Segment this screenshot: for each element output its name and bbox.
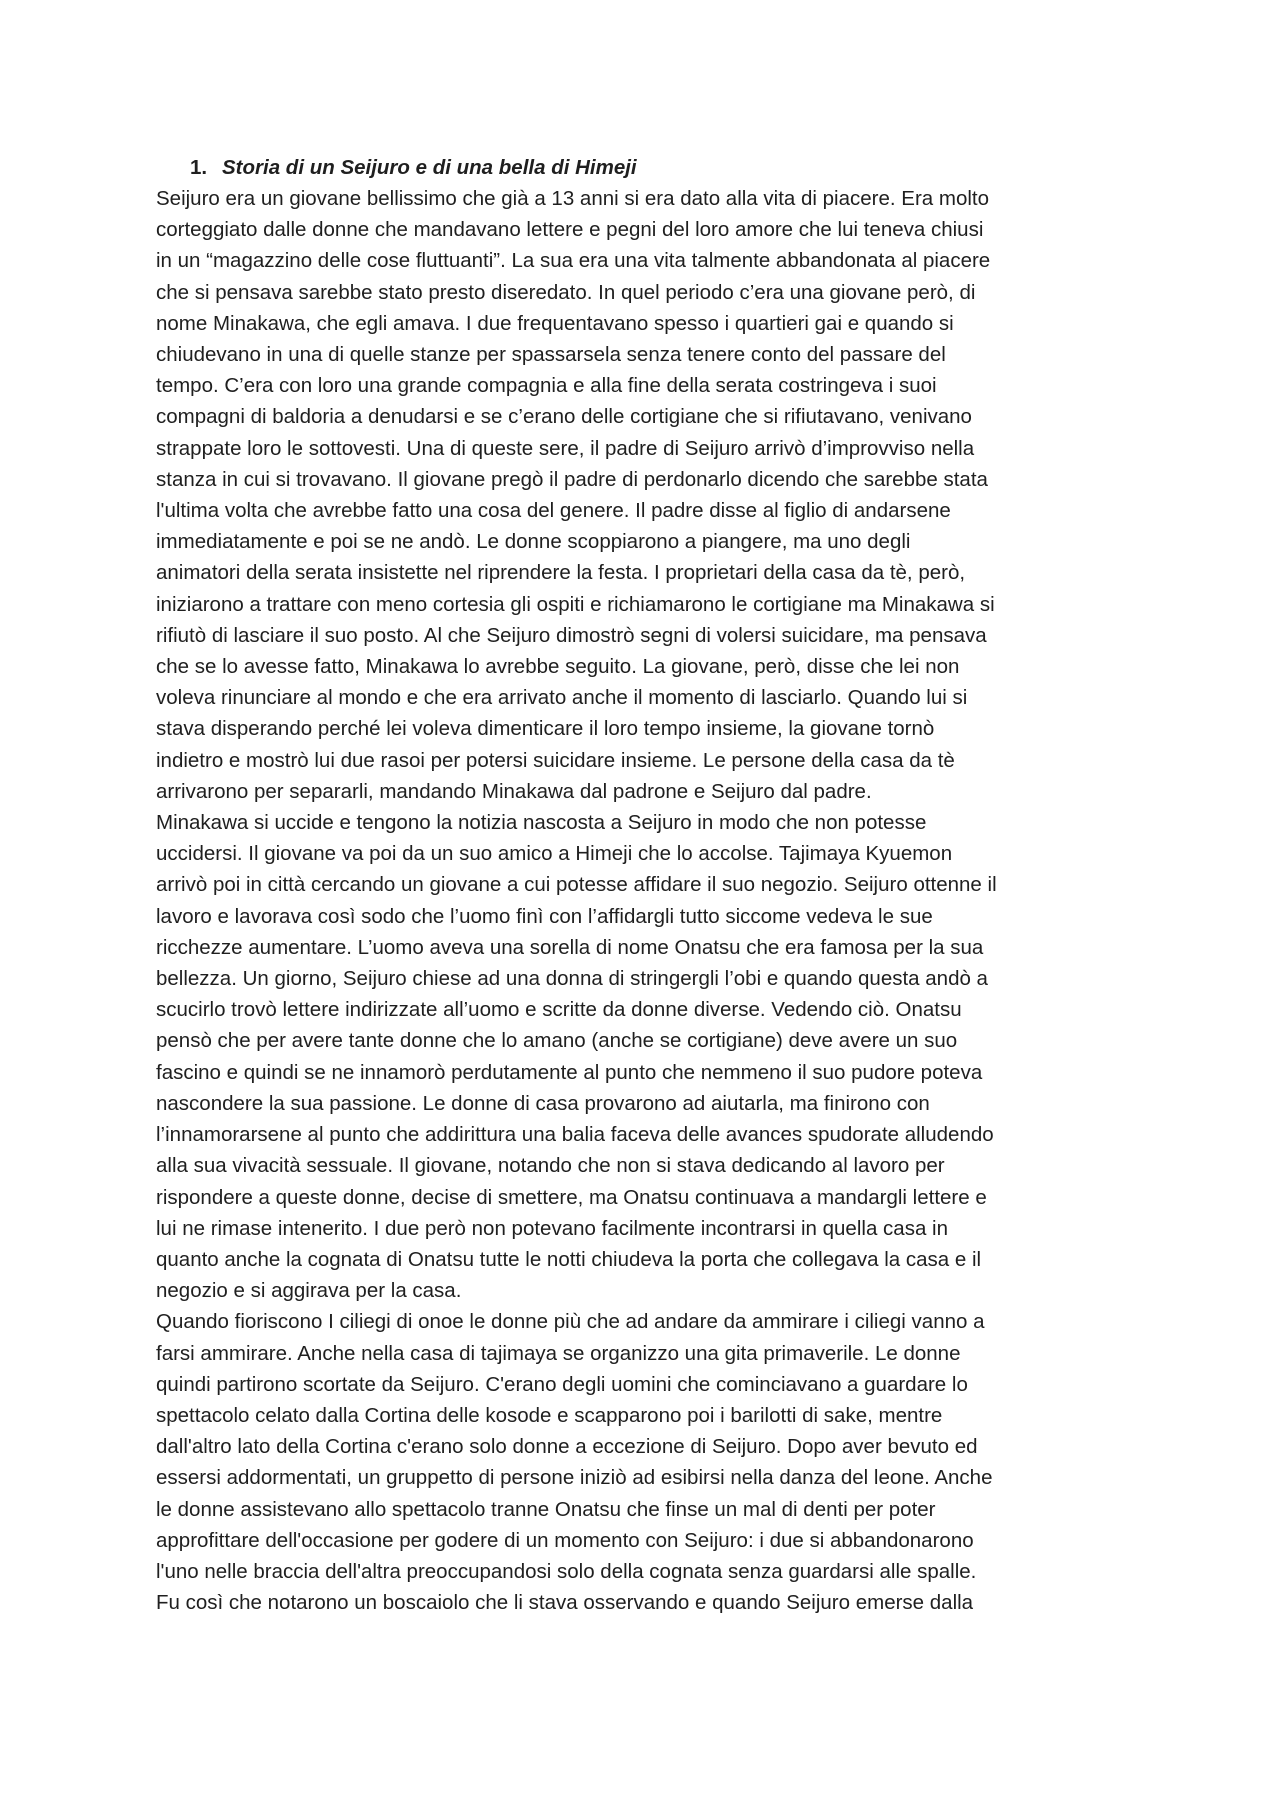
- text-line: chiudevano in una di quelle stanze per spassarsela senza tenere conto del passare del: [156, 343, 946, 367]
- text-line: stava disperando perché lei voleva dimenticare il loro tempo insieme, la giovane tornò: [156, 717, 935, 741]
- text-line: ricchezze aumentare. L’uomo aveva una sorella di nome Onatsu che era famosa per la sua: [156, 935, 984, 959]
- text-line: arrivò poi in città cercando un giovane a cui potesse affidare il suo negozio. Seijuro ottenne il: [156, 873, 997, 897]
- section-heading: [190, 152, 1132, 183]
- text-line: le donne assistevano allo spettacolo tranne Onatsu che finse un mal di denti per poter: [156, 1497, 936, 1521]
- text-line: stanza in cui si trovavano. Il giovane pregò il padre di perdonarlo dicendo che sarebbe stata: [156, 467, 988, 491]
- text-line: compagni di baldoria a denudarsi e se c’erano delle cortigiane che si rifiutavano, venivano: [156, 405, 972, 429]
- text-line: lui ne rimase intenerito. I due però non potevano facilmente incontrarsi in quella casa in: [156, 1216, 948, 1240]
- text-line: approfittare dell'occasione per godere di un momento con Seijuro: i due si abbandonarono: [156, 1528, 974, 1552]
- text-line: Minakawa si uccide e tengono la notizia nascosta a Seijuro in modo che non potesse: [156, 811, 927, 835]
- text-line: Seijuro era un giovane bellissimo che già a 13 anni si era dato alla vita di piacere. Era molto: [156, 187, 990, 210]
- text-line: l’innamorarsene al punto che addirittura una balia faceva delle avances spudorate alludendo: [156, 1123, 994, 1147]
- body-text: [156, 183, 1132, 1618]
- heading-title: Storia di un Seijuro e di una bella di Himeji: [222, 156, 637, 179]
- text-line: quanto anche la cognata di Onatsu tutte le notti chiudeva la porta che collegava la casa e il: [156, 1247, 982, 1271]
- text-line: essersi addormentati, un gruppetto di persone iniziò ad esibirsi nella danza del leone. Anche: [156, 1466, 993, 1490]
- text-line: corteggiato dalle donne che mandavano lettere e pegni del loro amore che lui teneva chiusi: [156, 218, 984, 242]
- text-line: farsi ammirare. Anche nella casa di tajimaya se organizzo una gita primaverile. Le donne: [156, 1341, 961, 1365]
- text-line: iniziarono a trattare con meno cortesia gli ospiti e richiamarono le cortigiane ma Minakawa si: [156, 592, 995, 616]
- text-line: che si pensava sarebbe stato presto diseredato. In quel periodo c’era una giovane però, di: [156, 280, 976, 304]
- heading-number: 1.: [190, 156, 208, 179]
- text-line: Quando fioriscono I ciliegi di onoe le donne più che ad andare da ammirare i ciliegi vanno a: [156, 1310, 985, 1334]
- text-line: strappate loro le sottovesti. Una di queste sere, il padre di Seijuro arrivò d’improvviso nella: [156, 436, 975, 460]
- text-line: in un “magazzino delle cose fluttuanti”. La sua era una vita talmente abbandonata al piacere: [156, 249, 991, 273]
- text-line: bellezza. Un giorno, Seijuro chiese ad una donna di stringergli l’obi e quando questa andò a: [156, 967, 988, 991]
- text-line: immediatamente e poi se ne andò. Le donne scoppiarono a piangere, ma uno degli: [156, 530, 911, 554]
- text-line: nome Minakawa, che egli amava. I due frequentavano spesso i quartieri gai e quando si: [156, 311, 954, 335]
- text-line: negozio e si aggirava per la casa.: [156, 1279, 462, 1303]
- text-line: fascino e quindi se ne innamorò perdutamente al punto che nemmeno il suo pudore poteva: [156, 1060, 983, 1084]
- text-line: rispondere a queste donne, decise di smettere, ma Onatsu continuava a mandargli lettere e: [156, 1185, 987, 1209]
- text-line: Fu così che notarono un boscaiolo che li stava osservando e quando Seijuro emerse dalla: [156, 1591, 974, 1615]
- text-line: lavoro e lavorava così sodo che l’uomo finì con l’affidargli tutto siccome vedeva le sue: [156, 904, 933, 928]
- text-line: quindi partirono scortate da Seijuro. C'erano degli uomini che cominciavano a guardare lo: [156, 1372, 968, 1396]
- text-line: animatori della serata insistette nel riprendere la festa. I proprietari della casa da tè, però,: [156, 561, 966, 585]
- text-line: indietro e mostrò lui due rasoi per potersi suicidare insieme. Le persone della casa da tè: [156, 748, 955, 772]
- text-line: spettacolo celato dalla Cortina delle kosode e scapparono poi i barilotti di sake, mentre: [156, 1403, 943, 1427]
- text-line: che se lo avesse fatto, Minakawa lo avrebbe seguito. La giovane, però, disse che lei non: [156, 655, 960, 679]
- text-line: scucirlo trovò lettere indirizzate all’uomo e scritte da donne diverse. Vedendo ciò. Onatsu: [156, 998, 962, 1022]
- text-line: nascondere la sua passione. Le donne di casa provarono ad aiutarla, ma finirono con: [156, 1091, 930, 1115]
- text-line: rifiutò di lasciare il suo posto. Al che Seijuro dimostrò segni di volersi suicidare, ma pensava: [156, 623, 987, 647]
- text-line: tempo. C’era con loro una grande compagnia e alla fine della serata costringeva i suoi: [156, 374, 937, 398]
- document-body: [156, 152, 1132, 1618]
- text-line: pensò che per avere tante donne che lo amano (anche se cortigiane) deve avere un suo: [156, 1029, 958, 1053]
- text-line: uccidersi. Il giovane va poi da un suo amico a Himeji che lo accolse. Tajimaya Kyuemon: [156, 842, 953, 866]
- text-line: voleva rinunciare al mondo e che era arrivato anche il momento di lasciarlo. Quando lui si: [156, 686, 968, 710]
- text-line: dall'altro lato della Cortina c'erano solo donne a eccezione di Seijuro. Dopo aver bevuto ed: [156, 1435, 978, 1459]
- text-line: l'uno nelle braccia dell'altra preoccupandosi solo della cognata senza guardarsi alle spalle.: [156, 1559, 977, 1583]
- text-line: l'ultima volta che avrebbe fatto una cosa del genere. Il padre disse al figlio di andarsene: [156, 499, 951, 523]
- text-line: alla sua vivacità sessuale. Il giovane, notando che non si stava dedicando al lavoro per: [156, 1154, 945, 1178]
- text-line: arrivarono per separarli, mandando Minakawa dal padrone e Seijuro dal padre.: [156, 779, 872, 803]
